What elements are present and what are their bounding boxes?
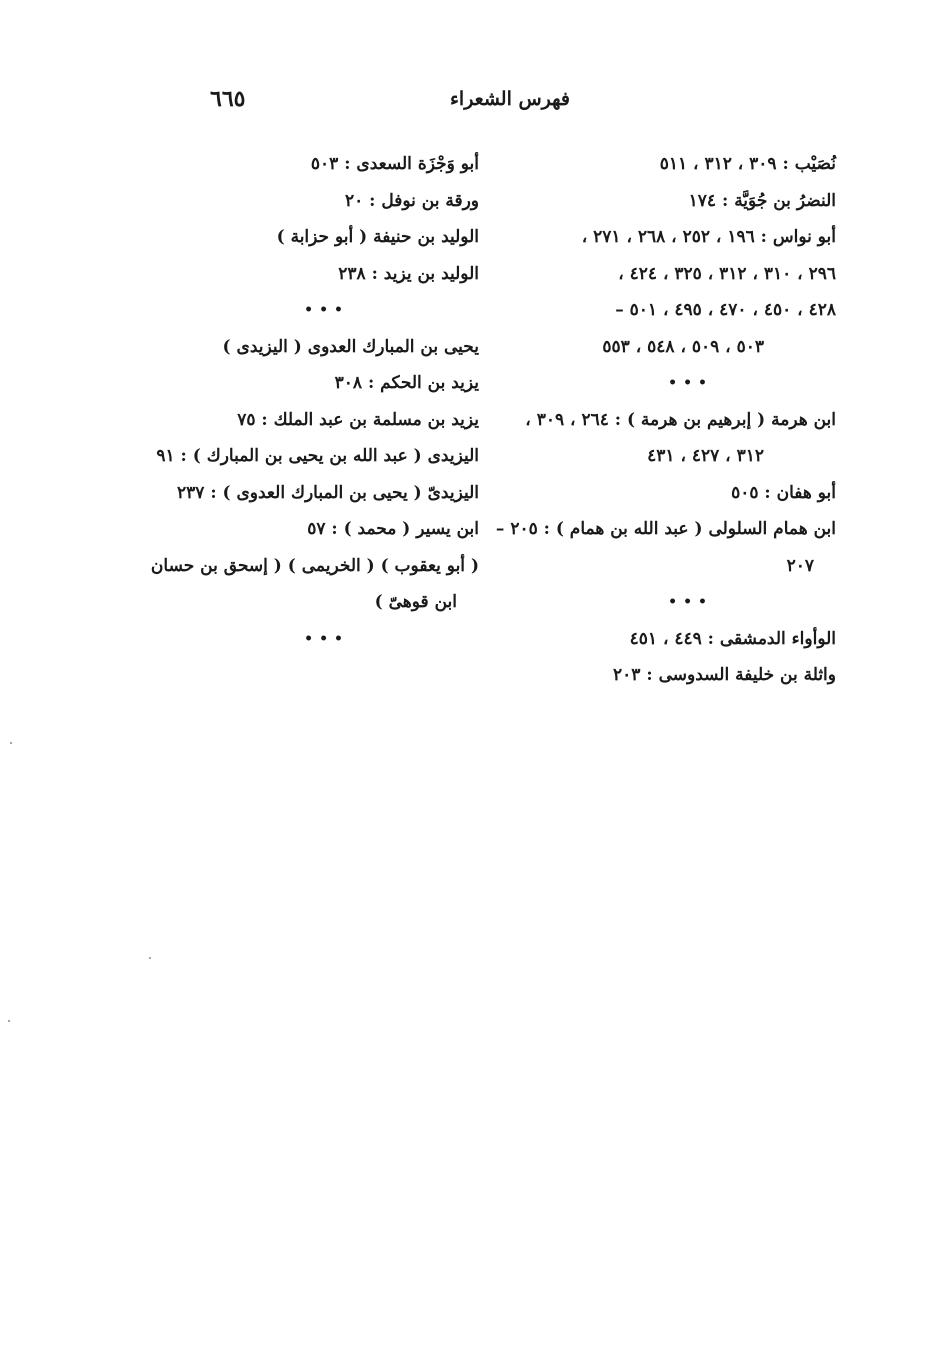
section-separator: ••• [304,302,349,318]
index-entry: يحيى بن المبارك العدوى ( اليزيدى ) [222,336,479,357]
index-entry: أبو وَجْزَة السعدى : ٥٠٣ [310,154,479,174]
index-entry: ورقة بن نوفل : ٢٠ [344,190,479,211]
index-entry: واثلة بن خليفة السدوسى : ٢٠٣ [613,665,836,685]
scan-speck [10,742,12,744]
index-entry-continuation: ٢٠٧ [786,555,814,576]
index-entry: أبو نواس : ١٩٦ ، ٢٥٢ ، ٢٦٨ ، ٢٧١ ، [581,227,836,247]
right-index-column [495,146,836,694]
section-separator: ••• [668,375,713,391]
index-entry: ابن همام السلولى ( عبد الله بن همام ) : ٢٠٥ – [495,519,836,539]
section-separator: ••• [304,630,349,647]
index-entry-continuation: ٥٠٣ ، ٥٠٩ ، ٥٤٨ ، ٥٥٣ [602,336,764,357]
index-entry: اليزيدىّ ( يحيى بن المبارك العدوى ) : ٢٣٧ [177,482,479,503]
section-separator: ••• [668,594,713,610]
index-entry: النضرُ بن جُوَيَّة : ١٧٤ [688,190,836,211]
scan-speck [8,1020,10,1022]
index-entry: الوليد بن يزيد : ٢٣٨ [338,263,479,284]
left-index-column [150,146,479,657]
index-entry-continuation: ٢٩٦ ، ٣١٠ ، ٣١٢ ، ٣٢٥ ، ٤٢٤ ، [618,263,836,284]
index-entry: الوأواء الدمشقى : ٤٤٩ ، ٤٥١ [629,628,836,649]
index-entry: الوليد بن حنيفة ( أبو حزابة ) [276,227,479,247]
index-entry: ابن يسير ( محمد ) : ٥٧ [307,519,479,539]
index-entry-continuation: ابن قوهىّ ) [374,592,457,612]
index-entry-continuation: ٤٢٨ ، ٤٥٠ ، ٤٧٠ ، ٤٩٥ ، ٥٠١ – [615,300,836,320]
index-entry: نُصَيْب : ٣٠٩ ، ٣١٢ ، ٥١١ [659,154,836,174]
index-entry-continuation: ٣١٢ ، ٤٢٧ ، ٤٣١ [647,446,764,466]
index-entry: اليزيدى ( عبد الله بن يحيى بن المبارك ) : ٩١ [156,446,479,466]
index-entry: أبو هفان : ٥٠٥ [731,482,836,503]
index-entry: يزيد بن الحكم : ٣٠٨ [334,373,479,393]
index-entry: يزيد بن مسلمة بن عبد الملك : ٧٥ [237,409,479,430]
running-header-title: فهرس الشعراء [449,88,570,110]
index-entry: ( أبو يعقوب ) ( الخريمى ) ( إسحق بن حسان [150,555,479,576]
scan-speck [149,957,151,959]
index-entry: ابن هرمة ( إبرهيم بن هرمة ) : ٢٦٤ ، ٣٠٩ ، [525,409,836,430]
page-number: ٦٦٥ [210,86,246,112]
